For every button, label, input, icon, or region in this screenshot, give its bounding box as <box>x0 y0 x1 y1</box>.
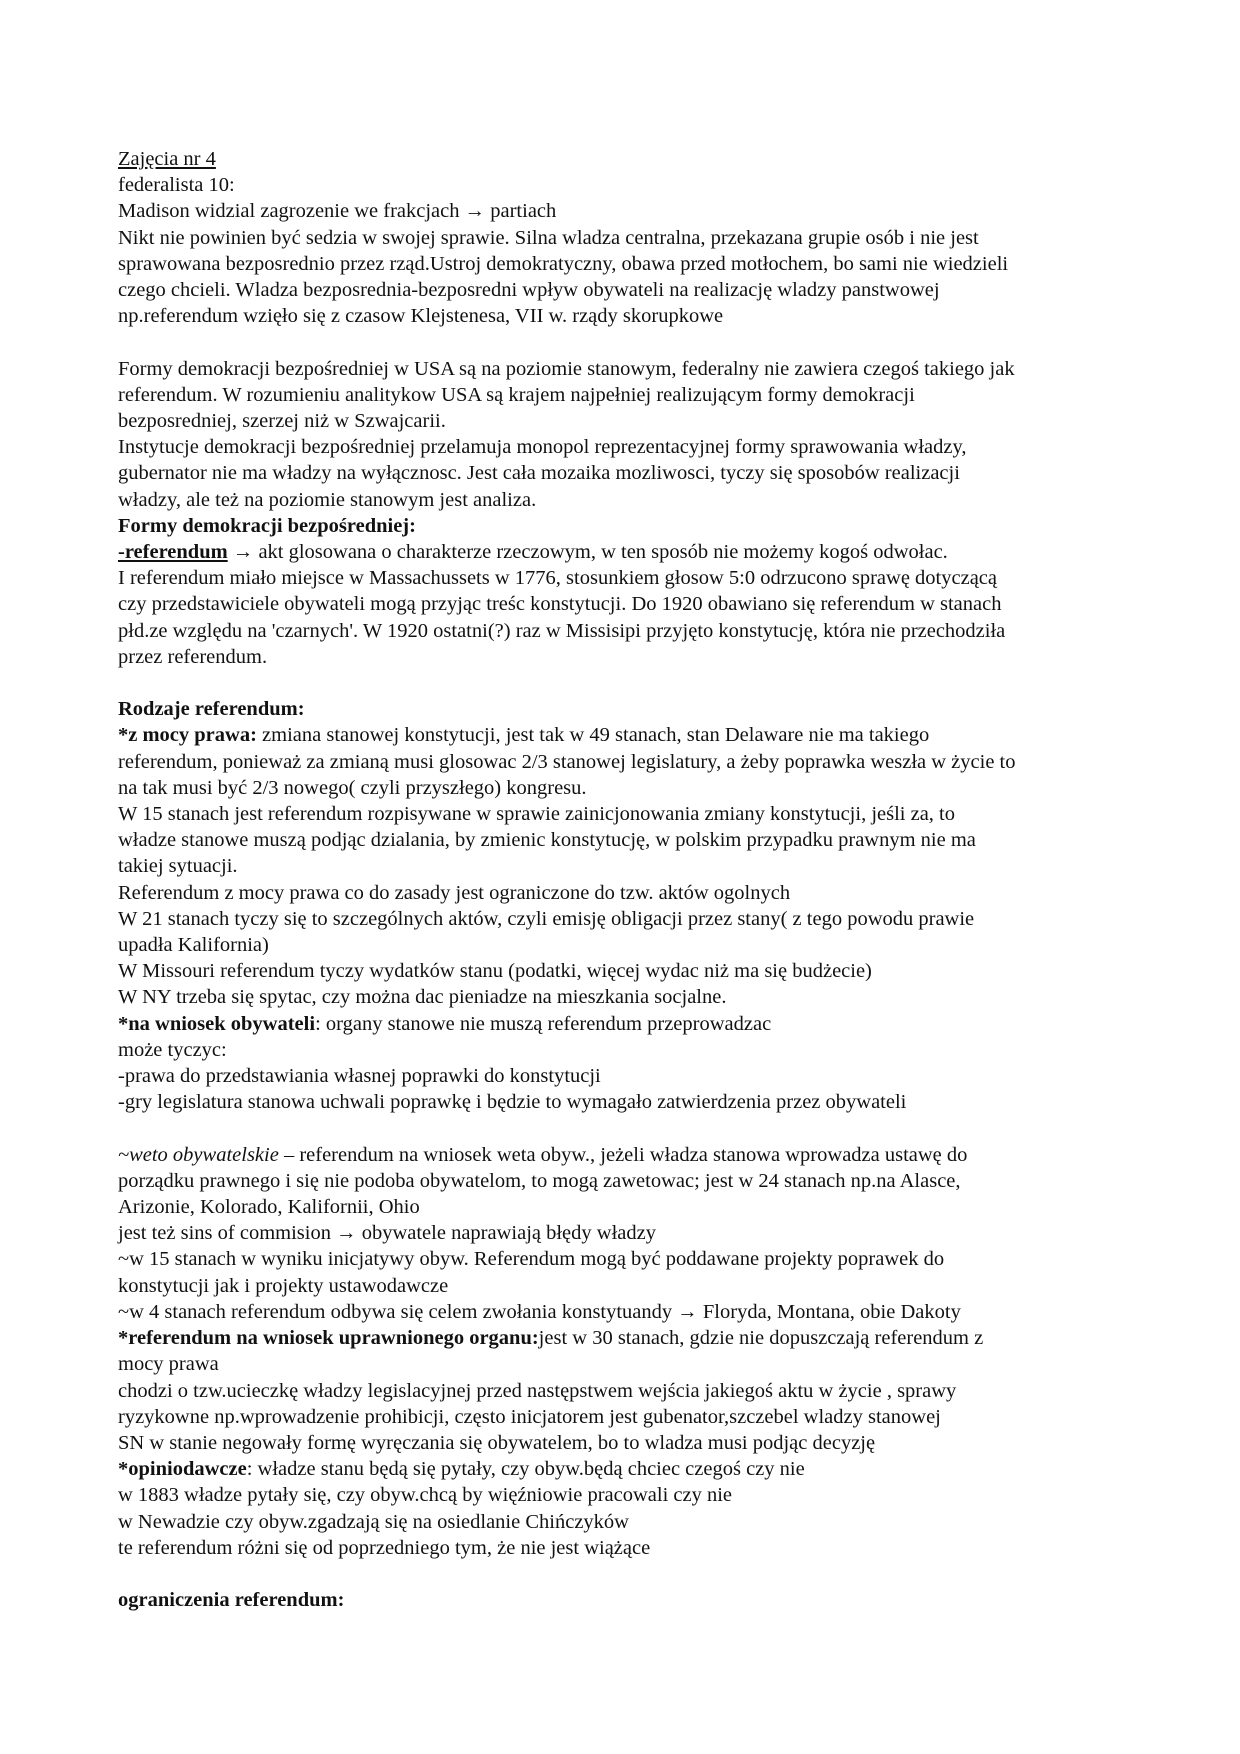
text-line <box>118 1456 1128 1482</box>
text-line: te referendum różni się od poprzedniego tym, że nie jest wiążące <box>118 1536 651 1559</box>
text-line: przez referendum. <box>118 645 268 668</box>
text-line: na tak musi być 2/3 nowego( czyli przyszłego) kongresu. <box>118 776 587 799</box>
text-line: władzy, ale też na poziomie stanowym jest analiza. <box>118 488 537 511</box>
citizen-label: *na wniosek obywateli <box>118 1012 316 1035</box>
text-line: np.referendum wzięło się z czasow Klejstenesa, VII w. rządy skorupkowe <box>118 305 724 328</box>
text-line: porządku prawnego i się nie podoba obywatelom, to mogą zawetowac; jest w 24 stanach np.na Alasce, <box>118 1169 961 1192</box>
spacer <box>118 1115 1128 1141</box>
text-line: gubernator nie ma władzy na wyłącznosc. Jest cała mozaika mozliwosci, tyczy się sposobów realizacji <box>118 462 960 485</box>
opinion-label: *opiniodawcze <box>118 1458 247 1481</box>
spacer <box>118 329 1128 355</box>
text-line: W NY trzeba się spytac, czy można dac pieniadze na mieszkania socjalne. <box>118 986 727 1009</box>
text-line: bezposredniej, szerzej niż w Szwajcarii. <box>118 410 446 433</box>
organ-text: jest w 30 stanach, gdzie nie dopuszczają referendum z <box>538 1327 984 1350</box>
text-line: w 1883 władze pytały się, czy obyw.chcą by więźniowie pracowali czy nie <box>118 1484 733 1507</box>
text-line: W 21 stanach tyczy się to szczególnych aktów, czyli emisję obligacji przez stany( z tego powodu prawie <box>118 907 975 930</box>
text-line: Madison widzial zagrozenie we frakcjach → partiach <box>118 200 557 223</box>
text-line: płd.ze względu na 'czarnych'. W 1920 ostatni(?) raz w Missisipi przyjęto konstytucję, która nie przechodziła <box>118 619 1006 642</box>
text-line: czy przedstawiciele obywateli mogą przyjąc treśc konstytucji. Do 1920 obawiano się referendum w stanach <box>118 593 1002 616</box>
text-line: -prawa do przedstawiania własnej poprawki do konstytucji <box>118 1065 601 1088</box>
paragraph-forms <box>118 356 1128 513</box>
text-line: W 15 stanach jest referendum rozpisywane w sprawie zainicjonowania zmiany konstytucji, jeśli za, to <box>118 803 956 826</box>
text-line: W Missouri referendum tyczy wydatków stanu (podatki, więcej wydac niż ma się budżecie) <box>118 960 872 983</box>
text-line: jest też sins of commision → obywatele naprawiają błędy władzy <box>118 1222 656 1245</box>
text-line: Formy demokracji bezpośredniej w USA są na poziomie stanowym, federalny nie zawiera czegoś takiego jak <box>118 357 1015 380</box>
forms-heading <box>118 513 1128 539</box>
text-line: ryzykowne np.wprowadzenie prohibicji, często inicjatorem jest gubenator,szczebel wladzy stanowej <box>118 1405 941 1428</box>
text-line: Instytucje demokracji bezpośredniej przelamuja monopol reprezentacyjnej formy sprawowania władzy, <box>118 436 967 459</box>
text-line: mocy prawa <box>118 1353 219 1376</box>
text-line <box>118 1325 1128 1351</box>
text-line <box>118 1011 1128 1037</box>
text-line: Arizonie, Kolorado, Kalifornii, Ohio <box>118 1196 420 1219</box>
text-line: SN w stanie negowały formę wyręczania się obywatelem, bo to wladza musi podjąc decyzję <box>118 1431 876 1454</box>
text-line: referendum, ponieważ za zmianą musi glosowac 2/3 stanowej legislatury, a żeby poprawka weszła w życie to <box>118 750 1016 773</box>
law-label: *z mocy prawa: <box>118 724 257 747</box>
text-line: ~w 15 stanach w wyniku inicjatywy obyw. Referendum mogą być poddawane projekty poprawek do <box>118 1248 945 1271</box>
limits-heading-text: ograniczenia referendum: <box>118 1589 345 1612</box>
text-line <box>118 1142 1128 1168</box>
document-body <box>118 146 1128 1613</box>
types-heading <box>118 696 1128 722</box>
subheading: federalista 10: <box>118 174 235 197</box>
text-line: władze stanowe muszą podjąc dzialania, by zmienic konstytucję, w polskim przypadku prawnym nie ma <box>118 829 976 852</box>
text-line: konstytucji jak i projekty ustawodawcze <box>118 1274 449 1297</box>
law-text: zmiana stanowej konstytucji, jest tak w 49 stanach, stan Delaware nie ma takiego <box>256 724 930 747</box>
text-line: Nikt nie powinien być sedzia w swojej sprawie. Silna wladza centralna, przekazana grupie osób i nie jest <box>118 226 979 249</box>
lesson-heading: Zajęcia nr 4 <box>118 148 216 170</box>
section-citizen <box>118 1011 1128 1116</box>
referendum-def-text: → akt glosowana o charakterze rzeczowym, w ten sposób nie możemy kogoś odwołac. <box>227 541 948 564</box>
referendum-label: -referendum <box>118 541 228 564</box>
paragraph-history <box>118 565 1128 670</box>
veto-label: ~weto obywatelskie <box>118 1143 279 1166</box>
forms-heading-text: Formy demokracji bezpośredniej: <box>118 514 416 537</box>
section-law <box>118 722 1128 1010</box>
paragraph-intro <box>118 198 1128 329</box>
spacer <box>118 1561 1128 1587</box>
limits-heading <box>118 1587 1128 1613</box>
text-line: w Newadzie czy obyw.zgadzają się na osiedlanie Chińczyków <box>118 1510 629 1533</box>
referendum-definition <box>118 539 1128 565</box>
section-veto <box>118 1142 1128 1325</box>
text-line: referendum. W rozumieniu analitykow USA są krajem najpełniej realizującym formy demokracji <box>118 383 915 406</box>
text-line: upadła Kalifornia) <box>118 934 269 957</box>
organ-label: *referendum na wniosek uprawnionego organu: <box>118 1327 539 1350</box>
veto-text: – referendum na wniosek weta obyw., jeżeli władza stanowa wprowadza ustawę do <box>278 1143 968 1166</box>
text-line: chodzi o tzw.ucieczkę władzy legislacyjnej przed następstwem wejścia jakiegoś aktu w życie , sprawy <box>118 1379 957 1402</box>
text-line <box>118 722 1128 748</box>
text-line: takiej sytuacji. <box>118 855 238 878</box>
text-line: -gry legislatura stanowa uchwali poprawkę i będzie to wymagało zatwierdzenia przez obywateli <box>118 1091 907 1114</box>
opinion-text: : władze stanu będą się pytały, czy obyw.będą chciec czegoś czy nie <box>246 1458 805 1481</box>
spacer <box>118 670 1128 696</box>
text-line: ~w 4 stanach referendum odbywa się celem zwołania konstytuandy → Floryda, Montana, obie Dakoty <box>118 1300 961 1323</box>
section-organ <box>118 1325 1128 1456</box>
text-line: czego chcieli. Wladza bezposrednia-bezposredni wpływ obywateli na realizację wladzy panstwowej <box>118 279 940 302</box>
section-opinion <box>118 1456 1128 1561</box>
text-line: może tyczyc: <box>118 1038 227 1061</box>
text-line: I referendum miało miejsce w Massachussets w 1776, stosunkiem głosow 5:0 odrzucono sprawę dotyczącą <box>118 567 997 590</box>
text-line: Referendum z mocy prawa co do zasady jest ograniczone do tzw. aktów ogolnych <box>118 881 791 904</box>
citizen-text: : organy stanowe nie muszą referendum przeprowadzac <box>315 1012 772 1035</box>
text-line: sprawowana bezposrednio przez rząd.Ustroj demokratyczny, obawa przed motłochem, bo sami nie wiedzieli <box>118 252 1009 275</box>
types-heading-text: Rodzaje referendum: <box>118 698 305 721</box>
